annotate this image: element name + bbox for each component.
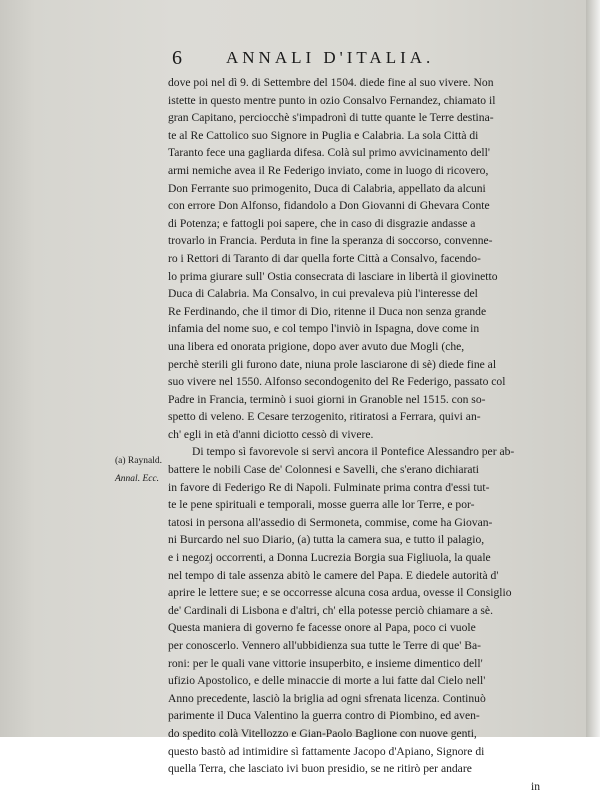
text-line: te al Re Cattolico suo Signore in Puglia e Calabria. La sola Città di (168, 128, 479, 142)
running-title: ANNALI D'ITALIA. (226, 48, 435, 67)
text-line: di Potenza; e fattogli poi sapere, che in caso di disgrazie andasse a (168, 216, 476, 230)
text-line: lo prima giurare sull' Ostia consecrata di lasciare in libertà il giovinetto (168, 269, 498, 283)
text-line: ch' egli in età d'anni diciotto cessò di vivere. (168, 427, 374, 441)
text-line: per conoscerlo. Vennero all'ubbidienza sua tutte le Terre di que' Ba- (168, 639, 481, 652)
text-line: dove poi nel dì 9. di Settembre del 1504. diede fine al suo vivere. Non (168, 76, 494, 89)
text-line: e i negozj occorrenti, a Donna Lucrezia Borgia sua Figliuola, la quale (168, 551, 491, 565)
text-line: tatosi in persona all'assedio di Sermoneta, commise, come ha Giovan- (168, 515, 493, 529)
text-line: istette in questo mentre punto in ozio Consalvo Fernandez, chiamato il (168, 93, 496, 107)
text-line: Re Ferdinando, che il timor di Dio, ritenne il Duca non senza grande (168, 304, 487, 318)
text-line: suo vivere nel 1550. Alfonso secondogenito del Re Federigo, passato col (168, 375, 506, 389)
text-line: con errore Don Alfonso, fidandolo a Don Giovanni di Ghevara Conte (168, 199, 490, 213)
text-line: trovarlo in Francia. Perduta in fine la speranza di soccorso, convenne- (168, 234, 493, 248)
text-line: Padre in Francia, terminò i suoi giorni in Granoble nel 1515. con so- (168, 392, 486, 406)
text-line: spetto di veleno. E Cesare terzogenito, ritiratosi a Ferrara, quivi an- (168, 410, 481, 424)
text-line: battere le nobili Case de' Colonnesi e Savelli, che s'erano dichiarati (168, 463, 479, 477)
text-line: parimente il Duca Valentino la guerra contro di Piombino, ed aven- (168, 709, 480, 723)
text-line: in favore di Federigo Re di Napoli. Fulminate prima contra d'essi tut- (168, 480, 490, 494)
text-line: aprire le lettere sue; e se occorresse alcuna cosa ardua, ovesse il Consiglio (168, 586, 512, 600)
text-line: ro i Rettori di Taranto di dar quella forte Città a Consalvo, facendo- (168, 251, 481, 265)
page-number: 6 (172, 47, 182, 69)
margin-note-source: Annal. Ecc. (115, 473, 160, 484)
catchword: in (530, 779, 540, 793)
text-line: Questa maniera di governo fe facesse onore al Papa, poco ci vuole (168, 621, 476, 635)
paragraph-start-line: Di tempo sì favorevole si servì ancora il Pontefice Alessandro per ab- (192, 445, 515, 459)
page-edge (586, 0, 600, 737)
text-line: armi nemiche avea il Re Federigo inviato, come in luogo di ricovero, (168, 163, 489, 177)
margin-note-marker: (a) Raynald. (115, 456, 162, 466)
text-line: ni Burcardo nel suo Diario, (a) tutta la camera sua, e tutto il palagio, (168, 533, 485, 547)
text-line: nel tempo di tale assenza abitò le camere del Papa. E diedele autorità d' (168, 568, 499, 582)
text-line: infamia del nome suo, e col tempo l'inviò in Ispagna, dove come in (168, 322, 480, 336)
body-text (168, 74, 540, 795)
text-line: roni: per le quali vane vittorie insuperbito, e insieme dimentico dell' (168, 656, 483, 670)
text-line: quella Terra, che lasciato ivi buon presidio, se ne ritirò per andare (168, 762, 472, 776)
running-head (0, 47, 600, 69)
text-line: do spedito colà Vitellozzo e Gian-Paolo Baglione con nuove genti, (168, 726, 477, 740)
text-line: Anno precedente, lasciò la briglia ad ogni sfrenata licenza. Continuò (168, 691, 486, 705)
text-line: Taranto fece una gagliarda difesa. Colà sul primo avvicinamento dell' (168, 146, 490, 160)
text-line: una libera ed onorata prigione, dopo aver avuto due Mogli (che, (168, 339, 465, 353)
text-line: te le pene spirituali e temporali, mosse guerra alle lor Terre, e por- (168, 498, 475, 512)
margin-note (115, 453, 175, 488)
text-line: Duca di Calabria. Ma Consalvo, in cui prevaleva più l'interesse del (168, 287, 478, 301)
text-line: de' Cardinali di Lisbona e d'altri, ch' ella potesse perciò chiamare a sè. (168, 603, 493, 617)
text-line: perchè sterili gli furono date, niuna prole lasciarone di sè) diede fine al (168, 357, 497, 371)
text-line: questo bastò ad intimidire sì fattamente Jacopo d'Apiano, Signore di (168, 744, 485, 758)
text-line: Don Ferrante suo primogenito, Duca di Calabria, appellato da alcuni (168, 181, 486, 195)
text-line: ufizio Apostolico, e delle minaccie di morte a lui fatte dal Cielo nell' (168, 674, 486, 688)
text-line: gran Capitano, perciocchè s'impadronì di tutte quante le Terre destina- (168, 111, 494, 125)
